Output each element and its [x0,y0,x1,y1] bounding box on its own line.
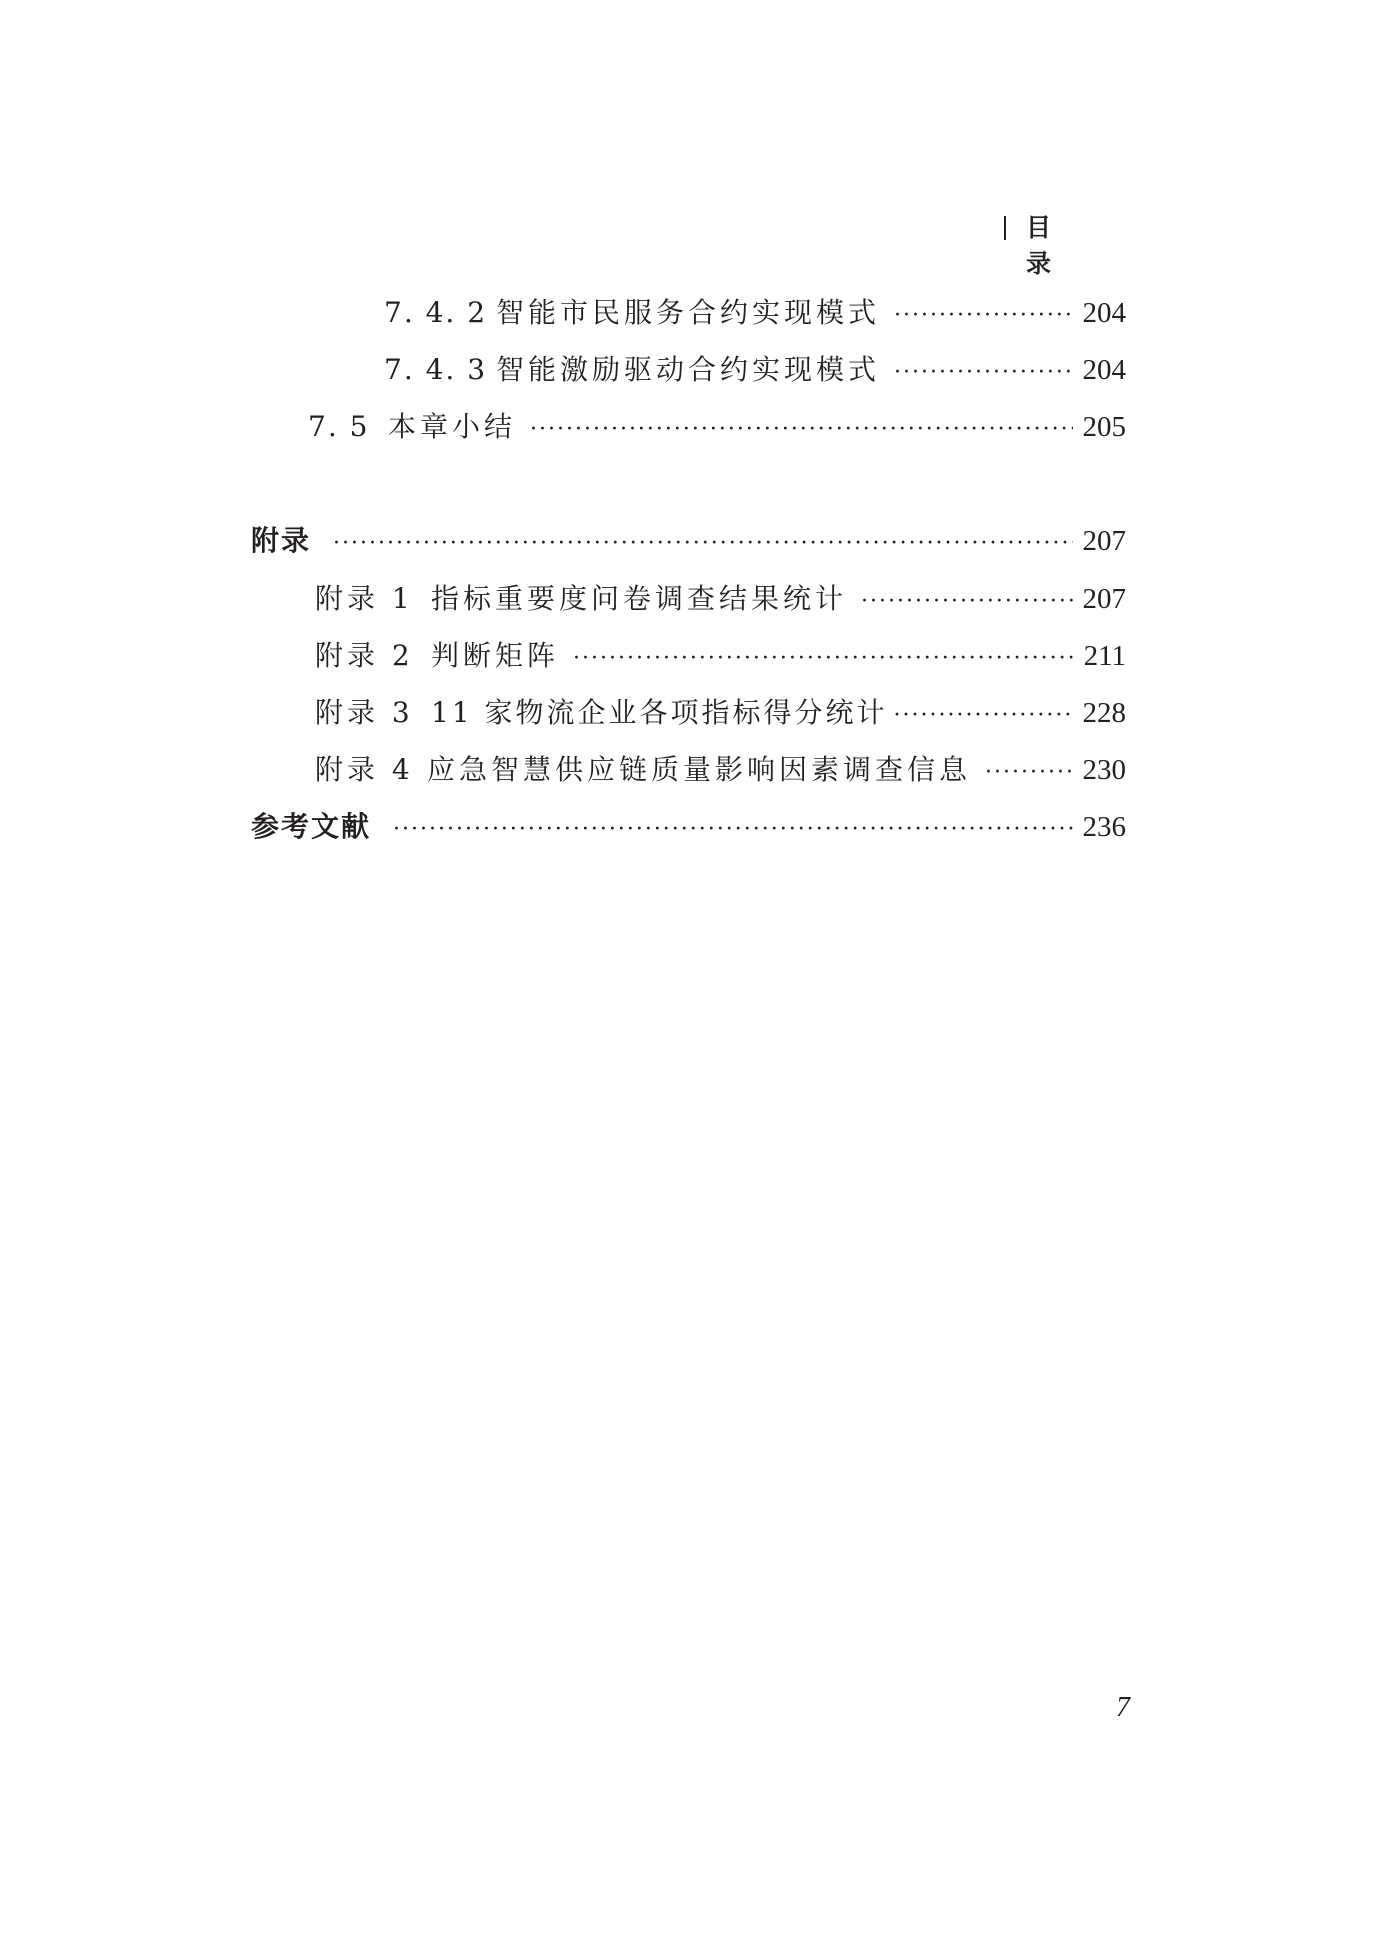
toc-entry-title: 11 家物流企业各项指标得分统计 [431,696,888,729]
toc-entry-title: 智能市民服务合约实现模式 [496,296,881,329]
toc-entry-title: 本章小结 [388,410,517,443]
toc-entry-title: 指标重要度问卷调查结果统计 [431,582,848,615]
running-head [1004,210,1126,278]
toc-entry-references[interactable] [251,807,1126,847]
toc-entry-number: 附录 1 [315,582,414,615]
dot-leader [894,696,1073,736]
toc-entry-page: 205 [1082,411,1126,443]
toc-entry-page: 228 [1082,697,1126,729]
page-number: 7 [1116,1692,1130,1723]
toc-entry-appendix-2[interactable] [315,636,1126,676]
toc-entry-number: 附录 3 [315,696,414,729]
toc-entry-title: 附录 [251,524,312,557]
running-head-title: 目录 [1026,213,1096,278]
toc-entry-number: 7. 4. 2 [384,296,488,329]
toc-entry-title: 智能激励驱动合约实现模式 [496,353,881,386]
toc-entry-title: 判断矩阵 [431,639,560,672]
toc-entry-page: 207 [1082,525,1126,557]
toc-entry-page: 230 [1082,754,1126,786]
toc-entry-number: 附录 4 [315,753,414,786]
dot-leader [530,410,1072,450]
dot-leader [894,353,1072,393]
toc-entry-7-4-2[interactable] [384,293,1126,333]
dot-leader [894,296,1072,336]
running-head-rule [1004,216,1006,240]
toc-entry-7-4-3[interactable] [384,350,1126,390]
toc-entry-number: 7. 4. 3 [384,353,488,386]
toc-entry-page: 207 [1082,583,1126,615]
toc-entry-appendix[interactable] [251,521,1126,561]
toc-entry-page: 236 [1082,811,1126,843]
toc-entry-title: 参考文献 [251,810,372,843]
dot-leader [861,582,1072,622]
toc-entry-appendix-3[interactable] [315,693,1126,733]
dot-leader [393,810,1072,850]
toc-entry-page: 204 [1082,354,1126,386]
toc-entry-title: 应急智慧供应链质量影响因素调查信息 [427,753,972,786]
dot-leader [985,753,1072,793]
toc-entry-page: 204 [1082,297,1126,329]
toc-entry-appendix-4[interactable] [315,750,1126,790]
toc-entry-7-5[interactable] [308,407,1126,447]
toc-entry-page: 211 [1083,640,1126,672]
dot-leader [333,524,1072,564]
toc-entry-number: 附录 2 [315,639,414,672]
toc-entry-number: 7. 5 [308,410,370,443]
toc-entry-appendix-1[interactable] [315,579,1126,619]
dot-leader [573,639,1074,679]
